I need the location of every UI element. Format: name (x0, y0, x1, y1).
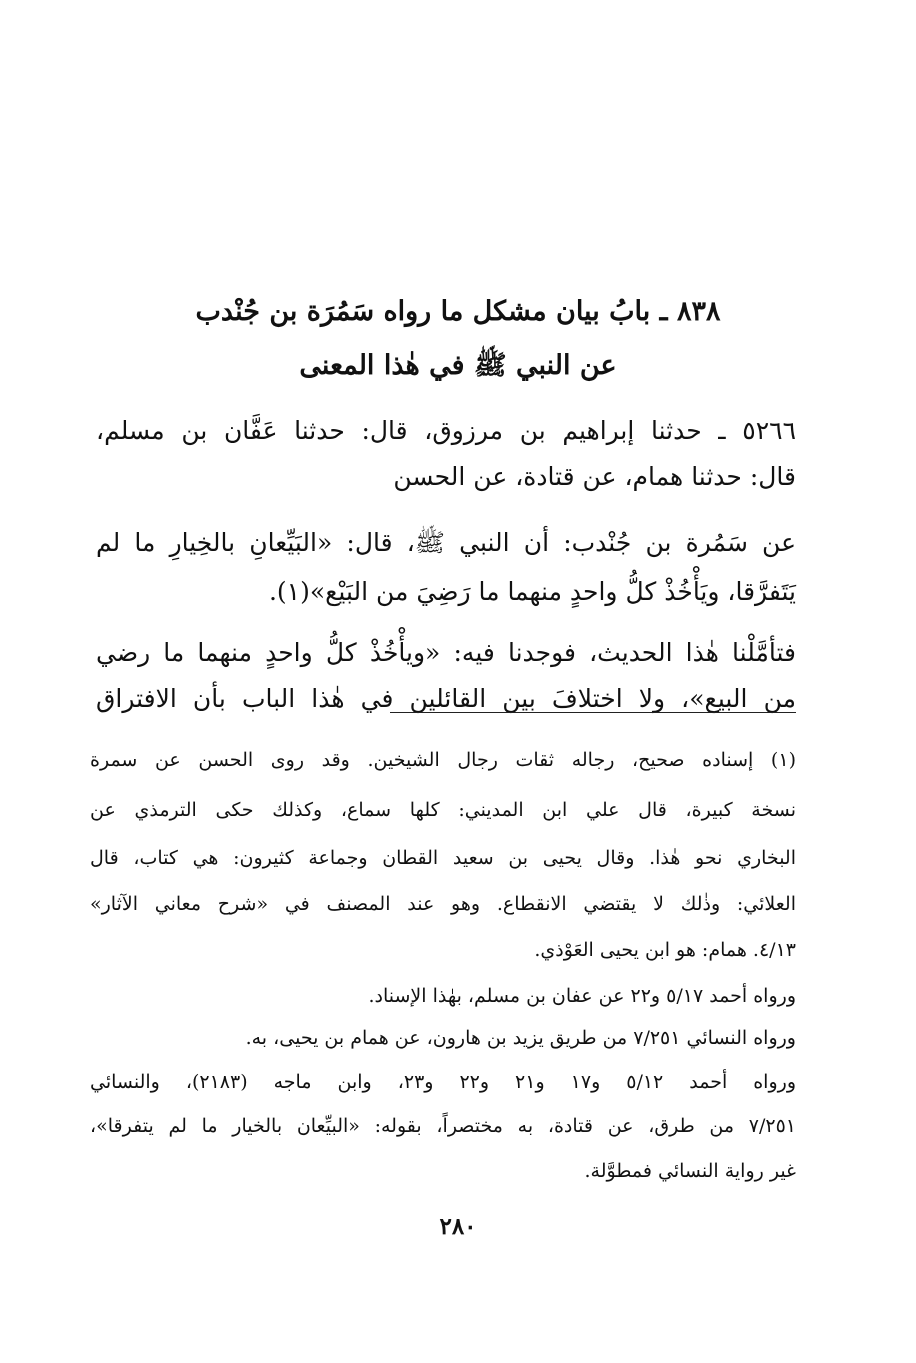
chapter-heading: ٨٣٨ ـ بابُ بيان مشكل ما رواه سَمُرَة بن جُنْدب (195, 296, 721, 327)
footnote-line-6: ورواه أحمد ٥/١٧ و٢٢ عن عفان بن مسلم، بهٰذا الإسناد. (368, 985, 796, 1007)
hadith-isnad-line-1: ٥٢٦٦ ـ حدثنا إبراهيم بن مرزوق، قال: حدثنا عَفَّان بن مسلم، (96, 416, 796, 445)
footnote-line-10: غير رواية النسائي فمطوَّلة. (584, 1160, 796, 1182)
footnote-line-7: ورواه النسائي ٧/٢٥١ من طريق يزيد بن هارون، عن همام بن يحيى، به. (245, 1027, 796, 1049)
hadith-matn-line-2: يَتَفرَّقا، ويَأْخُذْ كلُّ واحدٍ منهما ما رَضِيَ من البَيْع»(١). (268, 577, 796, 606)
hadith-matn-line-1: عن سَمُرة بن جُنْدب: أن النبي ﷺ، قال: «البَيِّعانِ بالخِيارِ ما لم (96, 528, 796, 557)
footnote-line-5: ٤/١٣. همام: هو ابن يحيى العَوْذي. (534, 939, 796, 961)
footnote-line-3: البخاري نحو هٰذا. وقال يحيى بن سعيد القطان وجماعة كثيرون: هي كتاب، قال (90, 847, 796, 869)
chapter-heading-continuation: عن النبي ﷺ في هٰذا المعنى (299, 350, 617, 381)
commentary-line-1: فتأمَّلْنا هٰذا الحديث، فوجدنا فيه: «ويأْخُذْ كلُّ واحدٍ منهما ما رضي (96, 638, 796, 667)
footnote-line-1: (١) إسناده صحيح، رجاله ثقات رجال الشيخين. وقد روى الحسن عن سمرة (90, 749, 796, 771)
footnote-line-9: ٧/٢٥١ من طرق، عن قتادة، به مختصراً، بقوله: «البيِّعان بالخيار ما لم يتفرقا»، (90, 1115, 796, 1137)
footnote-line-4: العلائي: وذٰلك لا يقتضي الانقطاع. وهو عند المصنف في «شرح معاني الآثار» (90, 893, 796, 915)
footnote-line-8: ورواه أحمد ٥/١٢ و١٧ و٢١ و٢٢ و٢٣، وابن ماجه (٢١٨٣)، والنسائي (90, 1071, 796, 1093)
hadith-isnad-line-2: قال: حدثنا همام، عن قتادة، عن الحسن (393, 462, 796, 491)
footnote-divider (390, 712, 796, 713)
page-number: ٢٨٠ (439, 1213, 477, 1240)
footnote-line-2: نسخة كبيرة، قال علي ابن المديني: كلها سماع، وكذلك حكى الترمذي عن (90, 799, 796, 821)
commentary-line-2: من البيع»، ولا اختلافَ بين القائلين في هٰذا الباب بأن الافتراق (96, 684, 796, 713)
